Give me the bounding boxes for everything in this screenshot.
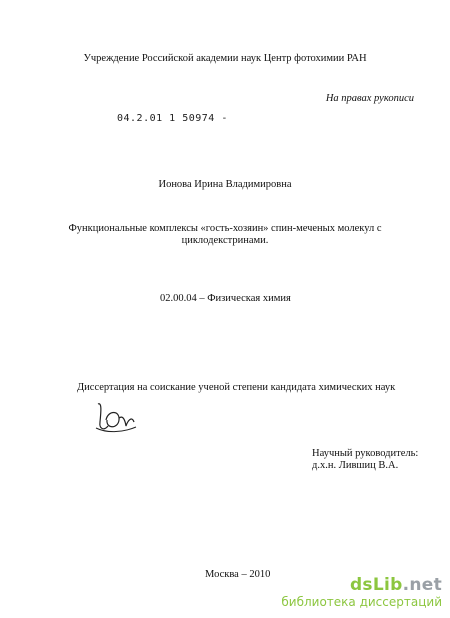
author-name: Ионова Ирина Владимировна: [158, 179, 292, 190]
specialty-code: 02.00.04 – Физическая химия: [160, 293, 291, 304]
advisor-name: д.х.н. Лившиц В.А.: [312, 460, 399, 471]
degree-statement: Диссертация на соискание ученой степени кандидата химических наук: [77, 382, 396, 393]
logo-text-domain: .net: [402, 575, 442, 595]
handwritten-signature: [92, 398, 138, 436]
archive-stamp: 04.2.01 1 50974 -: [117, 113, 228, 124]
institution-name: Учреждение Российской академии наук Центр фотохимии РАН: [83, 53, 367, 64]
logo-text-primary: dsLib: [349, 575, 403, 595]
dslib-subtitle: библиотека диссертаций: [281, 595, 442, 609]
dslib-watermark[interactable]: [281, 576, 442, 609]
rights-note: На правах рукописи: [325, 93, 414, 104]
dissertation-title: Функциональные комплексы «гость-хозяин» спин-меченых молекул с циклодекстринами.: [68, 223, 382, 246]
advisor-label: Научный руководитель:: [312, 448, 419, 459]
dslib-logo: [281, 576, 442, 595]
city-year: Москва – 2010: [205, 569, 271, 580]
